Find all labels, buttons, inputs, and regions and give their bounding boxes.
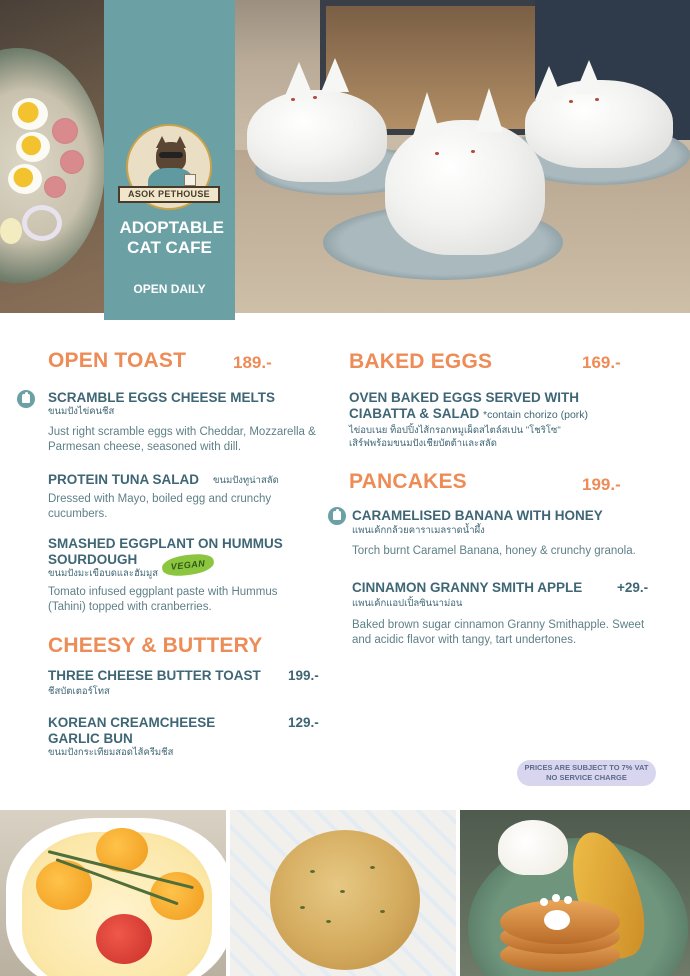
cat-jelly-photo [235,0,690,313]
cat-jelly-eye [291,98,295,101]
cat-jelly-ear [413,92,441,136]
herb-fleck [326,920,331,923]
boiled-egg [8,164,42,194]
section-title-baked-eggs: BAKED EGGS [349,350,493,373]
vat-notice-line1: PRICES ARE SUBJECT TO 7% VAT [524,763,649,772]
cat-jelly-ear [475,88,503,132]
item-thai-cinnamon-apple: แพนเค้กแอปเปิ้ลซินนาม่อน [352,598,463,609]
item-desc-cinnamon-apple: Baked brown sugar cinnamon Granny Smithapple. Sweet and acidic flavor with tangy, tart undertones. [352,619,645,646]
item-name-scramble-eggs: SCRAMBLE EGGS CHEESE MELTS [48,390,276,405]
whipped-cream [498,820,568,875]
open-daily-label: OPEN DAILY [133,282,206,296]
item-thai-oven-baked-eggs: ไข่อบเนย ท็อปปิ้งไส้กรอกหมูเผ็ดสไตล์สเปน "โชริโซ" [349,425,561,436]
section-title-open-toast: OPEN TOAST [48,349,187,372]
cat-jelly-eye [471,150,475,153]
logo-cup-icon [184,174,196,186]
vat-notice-line2: NO SERVICE CHARGE [546,773,627,782]
cat-jelly-eye [435,152,439,155]
boiled-egg [12,98,48,130]
item-price-cinnamon-apple: +29.- [617,580,649,595]
item-name-korean-creamcheese: KOREAN CREAMCHEESE GARLIC BUN [48,715,216,746]
item-name-cinnamon-apple: CINNAMON GRANNY SMITH APPLE [352,580,583,595]
item-name-three-cheese: THREE CHEESE BUTTER TOAST [48,668,261,683]
herb-fleck [370,866,375,869]
dressing [0,218,22,244]
cat-jelly-eye [595,98,599,101]
cafe-title [104,218,235,258]
thumbs-up-icon [17,390,35,408]
item-thai-korean-creamcheese: ขนมปังกระเทียมสอดไส้ครีมชีส [48,747,174,758]
garlic-bun-photo [230,810,456,976]
vegan-tag: VEGAN [161,552,215,577]
paw-print-icon [544,910,570,930]
garlic-bun [270,830,420,970]
cat-jelly-ear [535,66,563,100]
herb-fleck [300,906,305,909]
herb-fleck [340,890,345,893]
baked-eggs-photo [0,810,226,976]
herb-fleck [380,910,385,913]
pancake-photo [460,810,690,976]
item-desc-scramble-eggs: Just right scramble eggs with Cheddar, Mozzarella & Parmesan cheese, seasoned with dill. [48,426,316,453]
section-price-baked-eggs: 169.- [582,353,621,372]
item-price-korean-creamcheese: 129.- [288,715,319,730]
cat-jelly [385,120,545,255]
boiled-egg [16,132,50,162]
item-thai-protein-tuna: ขนมปังทูน่าสลัด [213,475,279,486]
logo-sunglasses-icon [159,152,183,158]
item-desc-smashed-eggplant: Tomato infused eggplant paste with Hummus (Tahini) topped with cranberries. [48,586,278,613]
section-title-cheesy-buttery: CHEESY & BUTTERY [48,634,263,657]
cat-jelly-ear [575,60,603,94]
logo-panel [104,0,235,320]
section-price-pancakes: 199.- [582,475,621,494]
cat-jelly-ear [285,62,313,96]
item-name-smashed-eggplant: SMASHED EGGPLANT ON HUMMUS SOURDOUGH [48,536,283,567]
salad-photo [0,0,104,313]
cat-jelly-ear [321,58,349,92]
vat-notice-badge [517,760,656,786]
cat-jelly [247,90,387,182]
item-name-protein-tuna: PROTEIN TUNA SALAD [48,472,199,487]
tomato [96,914,152,964]
item-thai-smashed-eggplant: ขนมปังมะเขือบดและฮัมมูส [48,568,159,579]
thumbs-up-icon [328,507,346,525]
herb-fleck [310,870,315,873]
item-desc-caramelised-banana: Torch burnt Caramel Banana, honey & crunchy granola. [352,545,636,557]
paw-toe [552,894,560,902]
item-thai-three-cheese: ชีสบัตเตอร์โทส [48,686,110,697]
section-price-open-toast: 189.- [233,353,272,372]
ham-slice [44,176,66,198]
item-name-caramelised-banana: CARAMELISED BANANA WITH HONEY [352,508,603,523]
item-name-oven-baked-eggs [349,390,629,423]
item-thai-scramble-eggs: ขนมปังไข่คนชีส [48,406,115,417]
paw-toe [540,898,548,906]
item-thai-caramelised-banana: แพนเค้กกล้วยคาราเมลราดน้ำผึ้ง [352,525,485,536]
item-desc-protein-tuna: Dressed with Mayo, boiled egg and crunchy cucumbers. [48,493,272,520]
item-name-oven-baked-eggs-text: OVEN BAKED EGGS SERVED WITH CIABATTA & SALAD [349,390,580,421]
section-title-pancakes: PANCAKES [349,470,467,493]
cafe-title-text: ADOPTABLE CAT CAFE [119,218,225,257]
cat-jelly-eye [313,96,317,99]
ham-slice [60,150,84,174]
pork-note: *contain chorizo (pork) [483,409,589,421]
onion-ring [22,205,62,241]
cat-jelly-eye [569,100,573,103]
item-thai2-oven-baked-eggs: เสิร์ฟพร้อมขนมปังเชียบัตต้าและสลัด [349,438,497,449]
item-price-three-cheese: 199.- [288,668,319,683]
paw-toe [564,896,572,904]
ham-slice [52,118,78,144]
logo-banner-text: ASOK PETHOUSE [118,186,220,203]
